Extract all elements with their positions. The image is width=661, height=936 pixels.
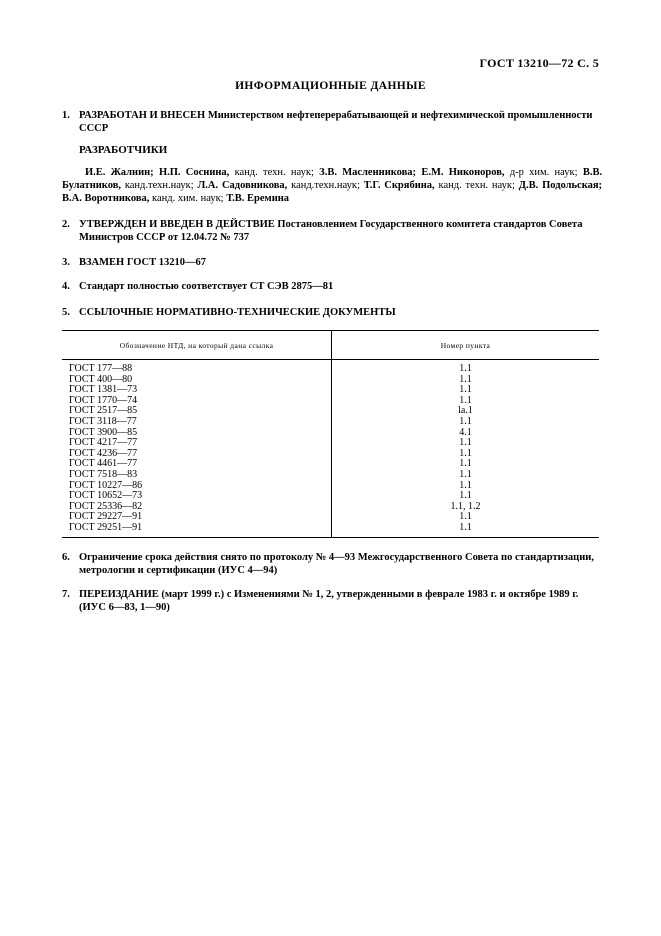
cell-designation: ГОСТ 4217—77 bbox=[62, 438, 332, 449]
developers-heading: РАЗРАБОТЧИКИ bbox=[79, 144, 168, 156]
developer-name: В.В. Булатников, bbox=[62, 167, 603, 192]
item-text: Стандарт полностью соответствует СТ СЭВ 2875—81 bbox=[79, 281, 334, 292]
info-item-2 bbox=[62, 218, 602, 244]
cell-clause: 1.1 bbox=[459, 384, 472, 396]
table-row bbox=[62, 360, 599, 375]
developer-name: В.А. Воротникова, bbox=[62, 193, 150, 205]
developer-name: Н.П. Соснина, bbox=[158, 167, 230, 178]
developer-name: Т.Г. Скрябина, bbox=[363, 180, 435, 192]
cell-designation: ГОСТ 3900—85 bbox=[62, 428, 332, 439]
info-item-1 bbox=[62, 109, 602, 135]
developer-degree: канд.техн.наук; bbox=[291, 180, 360, 192]
item-number: 3. bbox=[62, 257, 70, 268]
developer-name: Е.М. Никоноров, bbox=[421, 167, 505, 178]
cell-designation: ГОСТ 4236—77 bbox=[62, 449, 332, 460]
table-row bbox=[62, 459, 599, 470]
item-number: 2. bbox=[62, 219, 70, 230]
table-row bbox=[62, 406, 599, 417]
table-row bbox=[62, 512, 599, 523]
col-header-clause: Номер пункта bbox=[332, 331, 600, 360]
table-row bbox=[62, 396, 599, 407]
cell-designation: ГОСТ 1381—73 bbox=[62, 385, 332, 396]
table-row bbox=[62, 428, 599, 439]
developer-degree: канд. техн. наук; bbox=[234, 167, 314, 178]
table-row bbox=[62, 523, 599, 537]
cell-clause: 1.1, 1.2 bbox=[450, 500, 481, 512]
cell-clause: 1.1 bbox=[459, 415, 472, 427]
developers-list bbox=[62, 166, 602, 206]
table-row bbox=[62, 481, 599, 492]
cell-clause: 1.1 bbox=[459, 468, 472, 480]
cell-clause: 1.1 bbox=[459, 447, 472, 459]
document-title: ИНФОРМАЦИОННЫЕ ДАННЫЕ bbox=[235, 80, 426, 92]
item-text: ВЗАМЕН ГОСТ 13210—67 bbox=[79, 257, 207, 268]
developer-name: Д.В. Подольская; bbox=[518, 180, 603, 192]
cell-clause: 1.1 bbox=[459, 363, 472, 374]
cell-designation: ГОСТ 29251—91 bbox=[62, 523, 332, 537]
table-row bbox=[62, 438, 599, 449]
cell-clause: 1.1 bbox=[459, 458, 472, 470]
cell-clause: 1.1 bbox=[459, 394, 472, 406]
cell-clause: 4.1 bbox=[459, 426, 472, 438]
cell-clause: 1.1 bbox=[459, 511, 472, 523]
info-item-4 bbox=[62, 280, 602, 293]
developer-degree: канд. хим. наук; bbox=[152, 193, 224, 205]
developer-degree: канд. техн. наук; bbox=[438, 180, 515, 192]
item-text: Ограничение срока действия снято по протоколу № 4—93 Межгосударственного Совета по стандартизации, метрологии и сертификации (ИУС 4—94) bbox=[79, 552, 594, 576]
table-row bbox=[62, 417, 599, 428]
cell-clause: la.1 bbox=[458, 405, 473, 417]
reference-documents-table bbox=[62, 330, 599, 538]
info-item-6 bbox=[62, 551, 602, 577]
cell-designation: ГОСТ 25336—82 bbox=[62, 502, 332, 513]
cell-clause: 1.1 bbox=[459, 373, 472, 385]
cell-designation: ГОСТ 29227—91 bbox=[62, 512, 332, 523]
item-number: 4. bbox=[62, 281, 70, 292]
cell-designation: ГОСТ 177—88 bbox=[62, 360, 332, 375]
item-number: 5. bbox=[62, 307, 70, 318]
table-row bbox=[62, 502, 599, 513]
cell-designation: ГОСТ 4461—77 bbox=[62, 459, 332, 470]
developer-name: Л.А. Садовникова, bbox=[197, 180, 288, 192]
cell-clause: 1.1 bbox=[332, 523, 600, 537]
item-number: 7. bbox=[62, 589, 70, 600]
cell-designation: ГОСТ 7518—83 bbox=[62, 470, 332, 481]
cell-designation: ГОСТ 1770—74 bbox=[62, 396, 332, 407]
developer-name: З.В. Масленникова; bbox=[319, 167, 417, 178]
table-row bbox=[62, 470, 599, 481]
cell-designation: ГОСТ 10652—73 bbox=[62, 491, 332, 502]
cell-clause: 1.1 bbox=[459, 437, 472, 449]
table-row bbox=[62, 375, 599, 386]
item-number: 1. bbox=[62, 110, 70, 121]
table-header-row bbox=[62, 331, 599, 360]
developer-name: Т.В. Еремина bbox=[226, 193, 290, 205]
table-row bbox=[62, 491, 599, 502]
table-row bbox=[62, 385, 599, 396]
item-text: УТВЕРЖДЕН И ВВЕДЕН В ДЕЙСТВИЕ Постановлением Государственного комитета стандартов Совета Министров СССР от 12.04.72 № 737 bbox=[79, 219, 583, 243]
col-header-designation: Обозначение НТД, на который дана ссылка bbox=[62, 331, 332, 360]
developer-name: И.Е. Жалнин; bbox=[85, 167, 154, 178]
table-row bbox=[62, 449, 599, 460]
developer-degree: д-р хим. наук; bbox=[509, 167, 578, 178]
info-item-3 bbox=[62, 256, 602, 269]
cell-clause: 1.1 bbox=[459, 490, 472, 502]
item-text: ССЫЛОЧНЫЕ НОРМАТИВНО-ТЕХНИЧЕСКИЕ ДОКУМЕНТЫ bbox=[79, 307, 396, 318]
item-number: 6. bbox=[62, 552, 70, 563]
info-item-7 bbox=[62, 588, 602, 614]
item-text: ПЕРЕИЗДАНИЕ (март 1999 г.) с Изменениями № 1, 2, утвержденными в феврале 1983 г. и октябре 1989 г. (ИУС 6—83, 1—90) bbox=[79, 589, 579, 613]
developer-degree: канд.техн.наук; bbox=[124, 180, 194, 192]
info-item-5 bbox=[62, 306, 602, 319]
cell-designation: ГОСТ 3118—77 bbox=[62, 417, 332, 428]
cell-clause: 1.1 bbox=[459, 479, 472, 491]
cell-designation: ГОСТ 400—80 bbox=[62, 375, 332, 386]
cell-designation: ГОСТ 10227—86 bbox=[62, 481, 332, 492]
item-text: РАЗРАБОТАН И ВНЕСЕН Министерством нефтеперерабатывающей и нефтехимической промышленности СССР bbox=[79, 110, 593, 134]
page-reference: ГОСТ 13210—72 С. 5 bbox=[479, 56, 599, 70]
cell-designation: ГОСТ 2517—85 bbox=[62, 406, 332, 417]
